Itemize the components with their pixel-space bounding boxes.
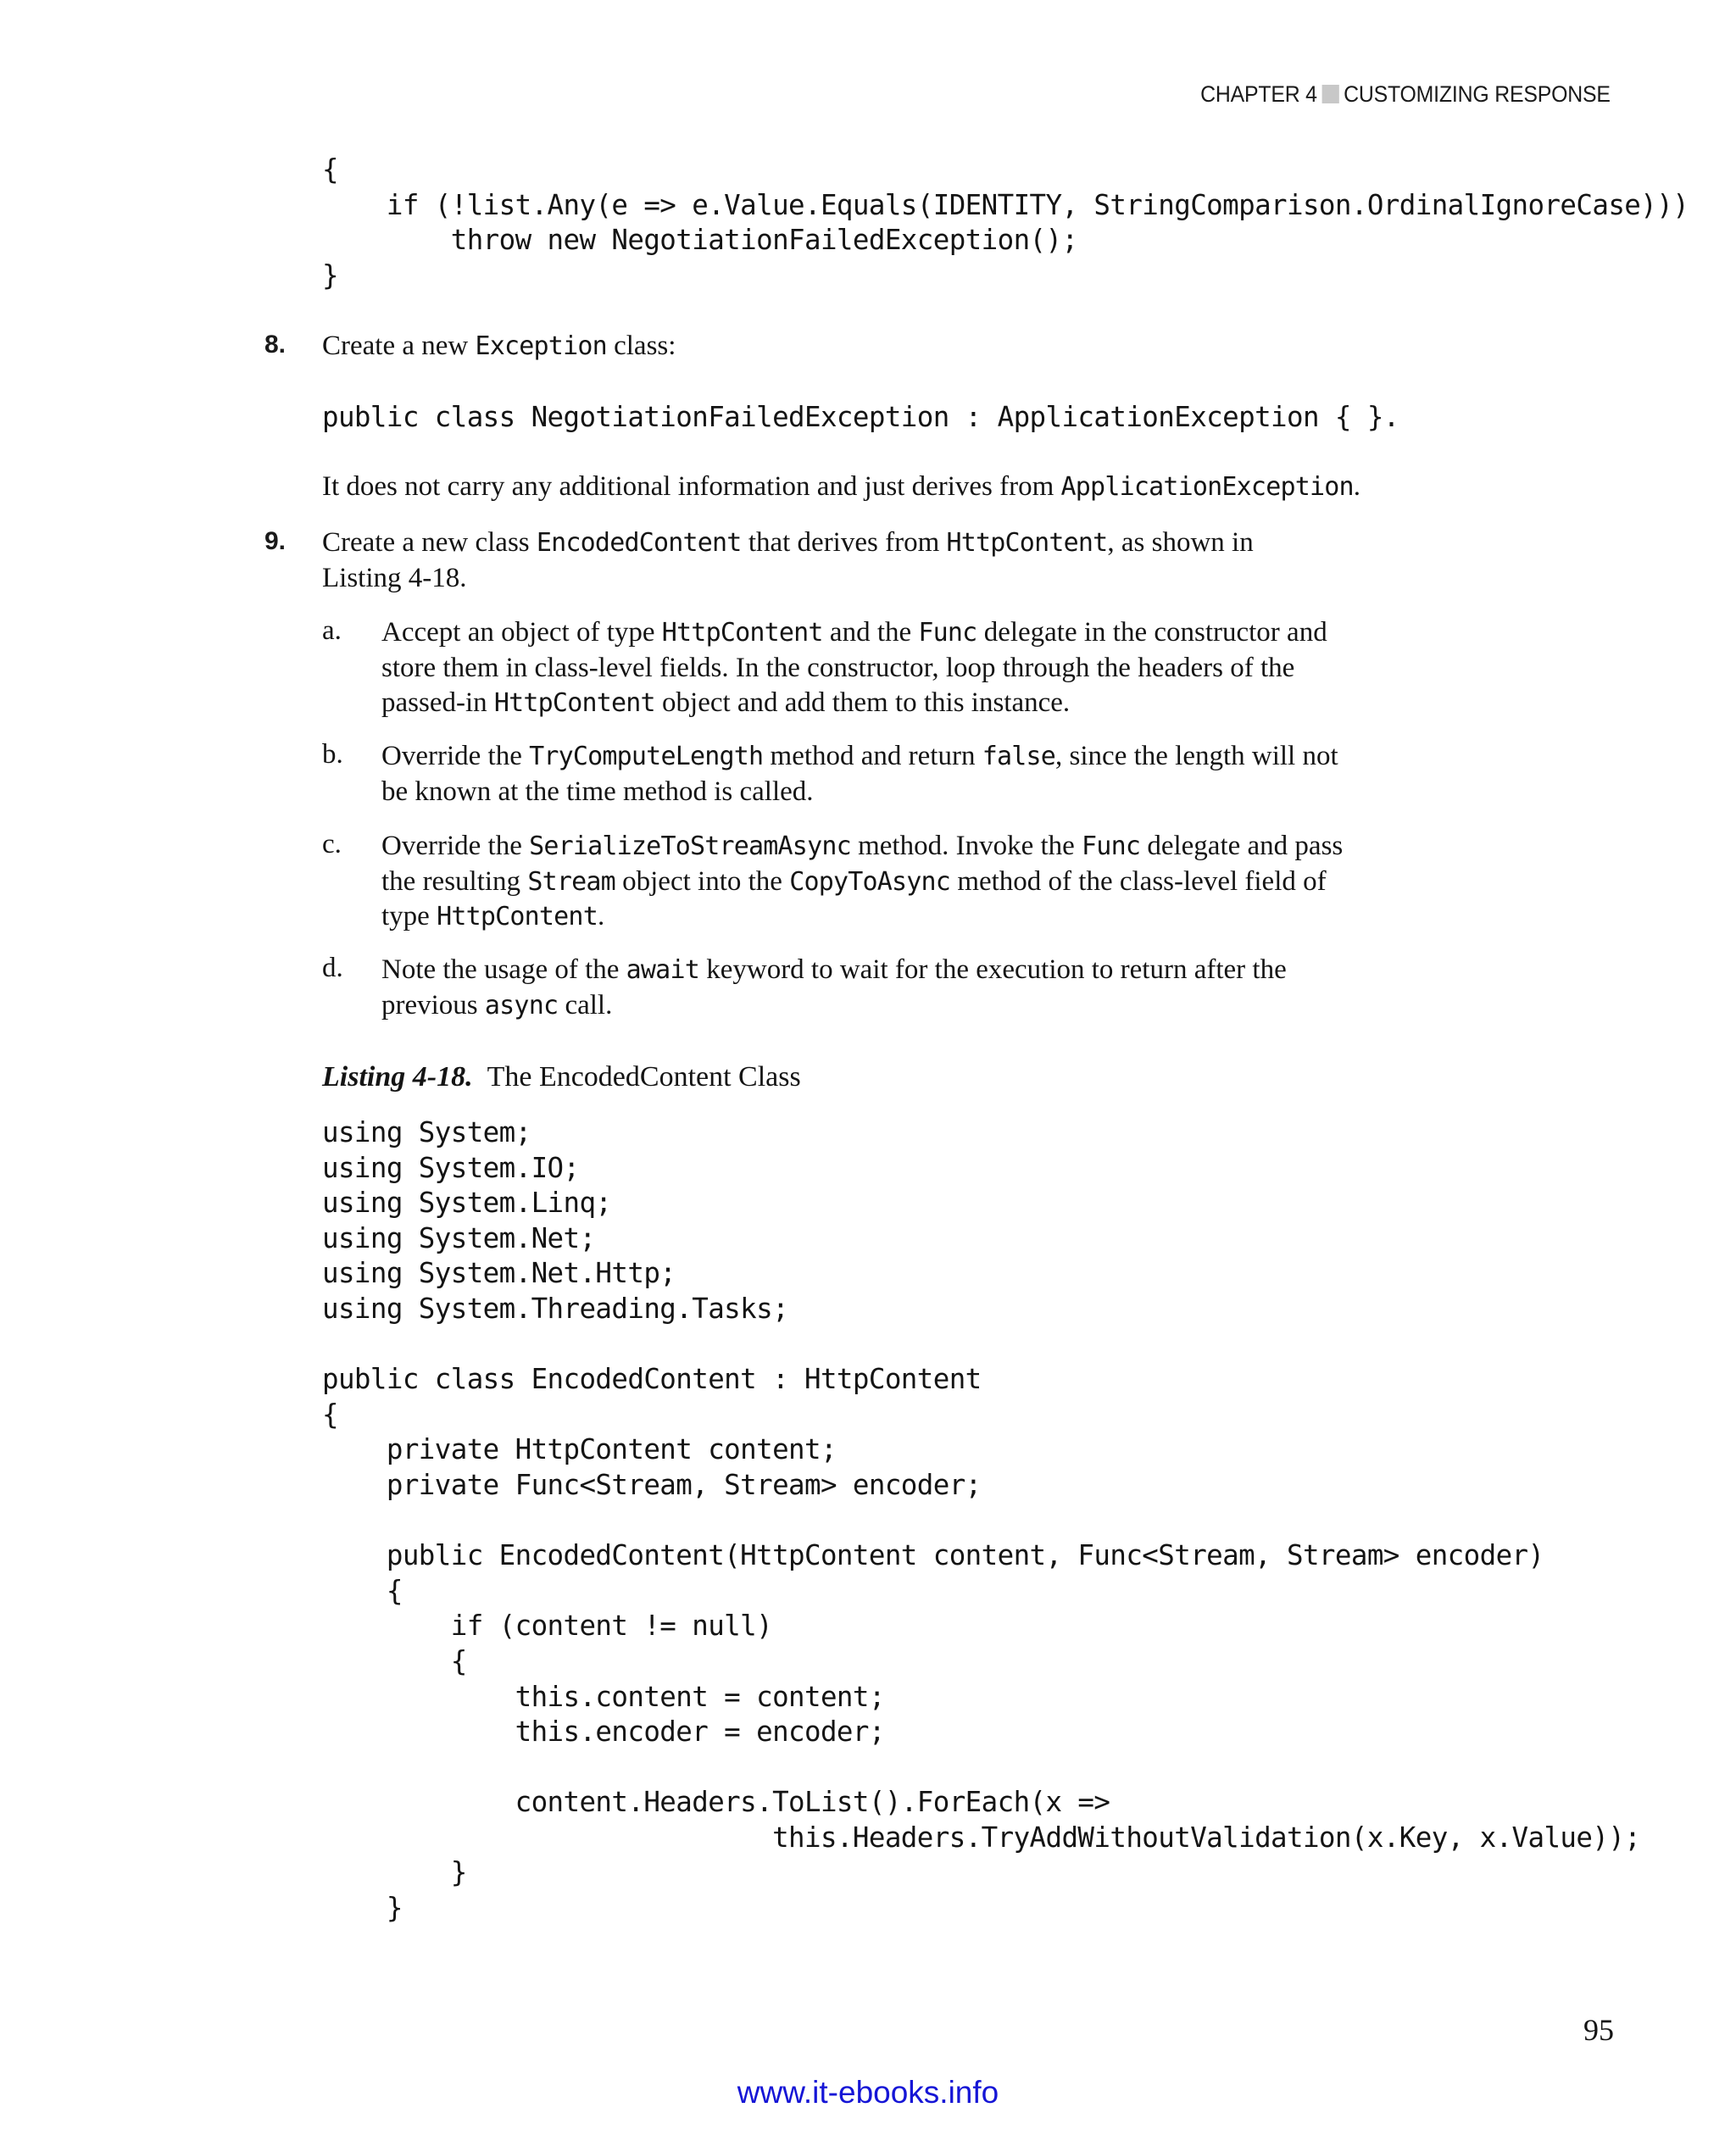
code-line [322, 1504, 1640, 1539]
inline-code: Exception [475, 331, 607, 361]
listing-label: Listing 4-18. [322, 1061, 473, 1093]
code-line: { [322, 1398, 338, 1431]
inline-code: Func [1082, 831, 1141, 861]
substep-d-text: Note the usage of the await keyword to wait for the execution to return after the previous async call. [381, 954, 1287, 1020]
code-line: content.Headers.ToList().ForEach(x => [322, 1786, 1110, 1819]
inline-code: EncodedContent [536, 528, 742, 558]
code-line: } [322, 259, 338, 292]
code-line-exception-class: public class NegotiationFailedException : ApplicationException { }. [322, 401, 1399, 433]
listing-title: The EncodedContent Class [487, 1061, 801, 1093]
step-9-text: Create a new class EncodedContent that derives from HttpContent, as shown in Listing 4-18. [322, 526, 1254, 596]
inline-code: await [626, 955, 699, 985]
step-number-8: 8. [264, 331, 287, 359]
code-line: using System.IO; [322, 1151, 580, 1184]
inline-code: HttpContent [946, 528, 1108, 558]
running-header [1200, 81, 1611, 108]
inline-code: Func [918, 618, 977, 648]
code-line: throw new NegotiationFailedException(); [322, 224, 1078, 257]
code-line: private Func<Stream, Stream> encoder; [322, 1468, 982, 1501]
substep-letter-c: c. [322, 829, 342, 859]
listing-code-block [322, 1115, 1640, 1927]
inline-code: HttpContent [661, 618, 823, 648]
listing-caption [322, 1061, 801, 1093]
code-line: } [322, 1892, 403, 1925]
inline-code: async [484, 990, 559, 1020]
code-line: using System.Net; [322, 1221, 596, 1254]
substep-letter-b: b. [322, 739, 343, 770]
substep-letter-d: d. [322, 953, 343, 983]
step-number-9: 9. [264, 527, 287, 555]
code-line: private HttpContent content; [322, 1433, 837, 1466]
separator-square-icon [1322, 85, 1339, 103]
listing-reference: Listing 4-18. [322, 562, 467, 593]
code-line: public EncodedContent(HttpContent content, Func<Stream, Stream> encoder) [322, 1539, 1544, 1572]
code-line: if (!list.Any(e => e.Value.Equals(IDENTITY, StringComparison.OrdinalIgnoreCase))) [322, 188, 1689, 221]
code-line: using System.Threading.Tasks; [322, 1292, 789, 1325]
code-line: this.content = content; [322, 1680, 885, 1713]
step-8-note: It does not carry any additional information and just derives from ApplicationException. [322, 471, 1361, 502]
code-line: } [322, 1856, 467, 1889]
inline-code: Stream [527, 866, 615, 897]
code-line: { [322, 1574, 403, 1607]
inline-code: HttpContent [437, 902, 598, 932]
code-block-top [322, 153, 1689, 293]
footer-website-link[interactable]: www.it-ebooks.info [737, 2075, 999, 2110]
code-line [322, 1750, 1640, 1786]
inline-code: HttpContent [493, 688, 655, 719]
code-line [322, 1327, 1640, 1363]
code-line: this.encoder = encoder; [322, 1716, 885, 1749]
substep-letter-a: a. [322, 615, 342, 646]
inline-code: SerializeToStreamAsync [529, 831, 851, 861]
inline-code: false [982, 742, 1056, 771]
code-line: public class EncodedContent : HttpContent [322, 1363, 982, 1396]
code-line: this.Headers.TryAddWithoutValidation(x.Key, x.Value)); [322, 1821, 1641, 1854]
substep-c-text: Override the SerializeToStreamAsync method. Invoke the Func delegate and pass the resulting Stream object into the CopyToAsync method of the class-level field of type HttpContent. [381, 831, 1344, 932]
chapter-title: CUSTOMIZING RESPONSE [1344, 81, 1611, 107]
inline-code: TryComputeLength [529, 742, 764, 771]
step-8-text: Create a new Exception class: [322, 331, 676, 361]
chapter-label: CHAPTER 4 [1200, 81, 1318, 107]
substep-a-text: Accept an object of type HttpContent and the Func delegate in the constructor and store them in class-level fields. In the constructor, loop through the headers of the passed-in HttpContent object and add them to this instance. [381, 617, 1327, 719]
inline-code: CopyToAsync [789, 866, 951, 897]
page-number: 95 [1583, 2013, 1614, 2047]
substep-b-text: Override the TryComputeLength method and return false, since the length will not be known at the time method is called. [381, 741, 1338, 807]
code-line: if (content != null) [322, 1610, 773, 1643]
inline-code: ApplicationException [1060, 472, 1354, 502]
code-line: { [322, 1644, 467, 1677]
code-line: using System.Net.Http; [322, 1257, 676, 1290]
code-line: { [322, 153, 338, 186]
code-line: using System.Linq; [322, 1187, 612, 1220]
code-line: using System; [322, 1116, 531, 1148]
